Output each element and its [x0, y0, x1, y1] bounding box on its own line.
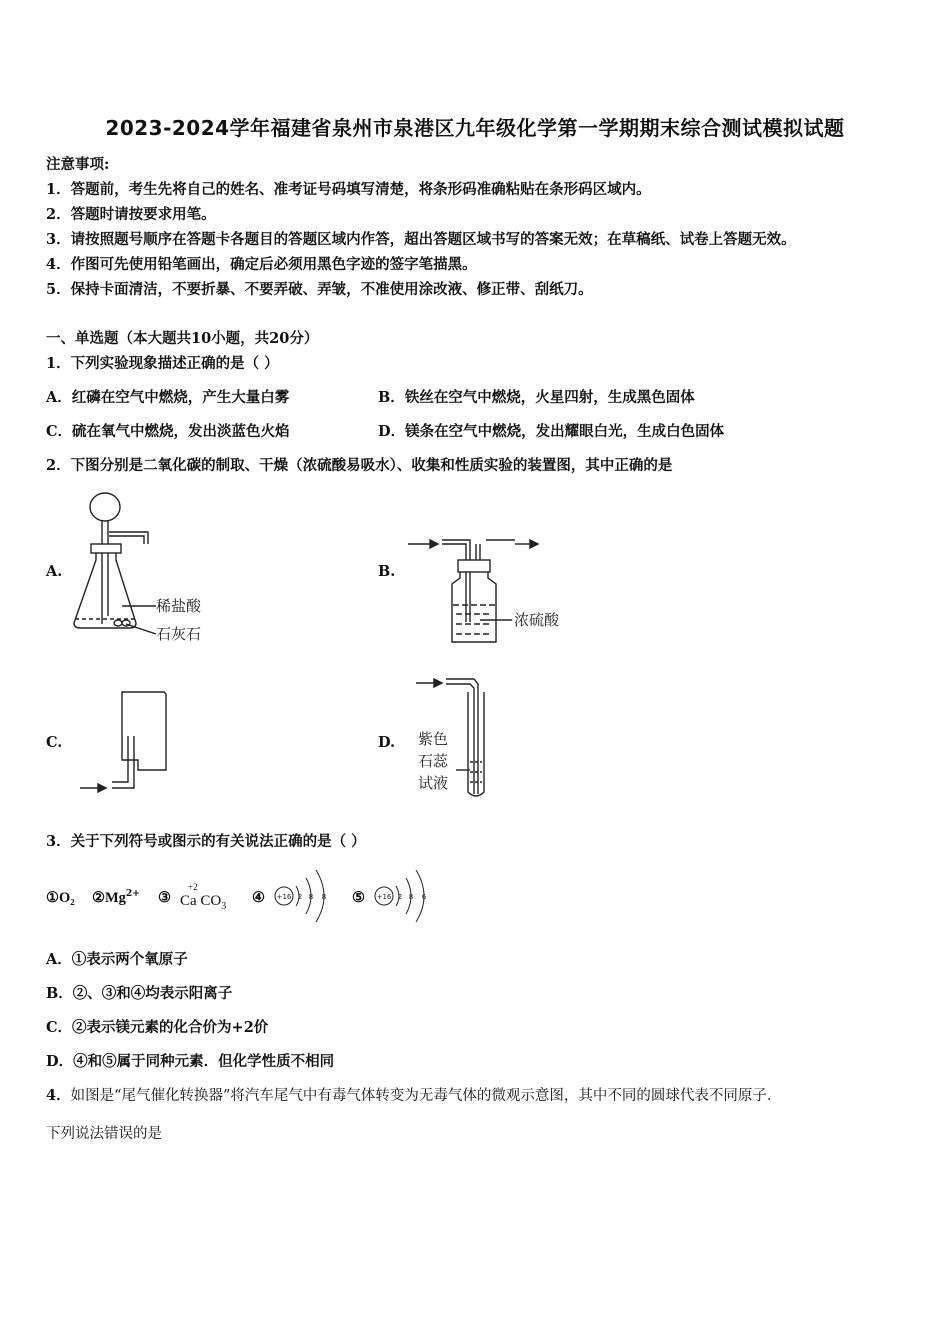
caco3-formula — [180, 892, 226, 916]
q3-symbol-3 — [180, 882, 226, 916]
apparatus-a-diagram — [66, 486, 226, 646]
shell-4-2: 8 — [308, 893, 314, 901]
apparatus-d-diagram — [412, 674, 512, 804]
bottle-stopper — [458, 560, 490, 572]
test-tube — [468, 692, 484, 796]
q1-option-d: D．镁条在空气中燃烧，发出耀眼白光，生成白色固体 — [378, 423, 725, 440]
shell-5-1: 2 — [397, 893, 403, 901]
q4-stem: 如图是“尾气催化转换器”将汽车尾气中有毒气体转变为无毒气体的微观示意图，其中不同的圆球代表不同原子． — [70, 1088, 782, 1104]
q3-option-d: D．④和⑤属于同种元素．但化学性质不相同 — [46, 1053, 335, 1070]
q4-number: 4． — [46, 1087, 71, 1104]
q3-symbol-1-num: ① — [46, 889, 59, 906]
q3-option-c: C．②表示镁元素的化合价为+2价 — [46, 1019, 269, 1036]
atom-structure-4 — [270, 864, 340, 932]
notice-item: 2．答题时请按要求用笔。 — [46, 206, 216, 223]
notice-item: 5．保持卡面清洁，不要折暴、不要弄破、弄皱，不准使用涂改液、修正带、刮纸刀。 — [46, 281, 593, 298]
inlet-tube — [112, 736, 128, 782]
q2-option-c-label: C. — [46, 734, 63, 751]
q3-stem: 3．关于下列符号或图示的有关说法正确的是（ ） — [46, 833, 366, 850]
page-title: 2023-2024学年福建省泉州市泉港区九年级化学第一学期期末综合测试模拟试题 — [105, 116, 845, 140]
q2-option-a-label: A. — [46, 563, 63, 580]
q4-line-2: 下列说法错误的是 — [46, 1126, 162, 1142]
nucleus-5-charge: +16 — [376, 893, 392, 901]
notice-item: 4．作图可先使用铅笔画出，确定后必须用黑色字迹的签字笔描黑。 — [46, 256, 477, 273]
q2-option-b-label: B. — [378, 563, 396, 580]
notice-item: 1．答题前，考生先将自己的姓名、准考证号码填写清楚，将条形码准确粘贴在条形码区域内。 — [46, 181, 651, 198]
mg-ion: Mg — [105, 890, 126, 906]
q3-symbol-5-num: ⑤ — [352, 889, 365, 906]
apparatus-c-diagram — [76, 688, 176, 800]
apparatus-b-diagram — [400, 530, 580, 650]
section-heading: 一、单选题（本大题共10小题，共20分） — [46, 330, 319, 347]
ca-symbol: Ca — [180, 893, 197, 909]
q3-symbol-3-num: ③ — [158, 889, 171, 906]
q3-symbol-4-num: ④ — [252, 889, 265, 906]
flask — [74, 553, 136, 628]
mg-charge: 2+ — [125, 889, 140, 900]
q3-symbol-2-num: ② — [92, 889, 105, 906]
ca-valence: +2 — [188, 882, 198, 892]
nucleus-4-charge: +16 — [276, 893, 292, 901]
co-symbol: CO — [200, 893, 222, 909]
q1-option-c: C．硫在氧气中燃烧，发出淡蓝色火焰 — [46, 423, 290, 440]
q3-option-b: B．②、③和④均表示阳离子 — [46, 985, 233, 1002]
q3-option-a: A．①表示两个氧原子 — [46, 951, 188, 968]
shell-5-2: 8 — [408, 893, 414, 901]
shell-4-3: 8 — [321, 893, 327, 901]
q4-line-1 — [46, 1084, 781, 1105]
q1-stem: 1．下列实验现象描述正确的是（ ） — [46, 355, 279, 372]
label-limestone: 石灰石 — [156, 625, 202, 643]
q1-option-a: A．红磷在空气中燃烧，产生大量白雾 — [46, 389, 290, 406]
co3-subscript: 3 — [221, 901, 227, 912]
label-conc-h2so4: 浓硫酸 — [514, 611, 560, 629]
notice-heading: 注意事项: — [46, 156, 110, 173]
atom-structure-5 — [370, 864, 440, 932]
q1-option-b: B．铁丝在空气中燃烧，火星四射，生成黑色固体 — [378, 389, 695, 406]
label-dilute-hcl: 稀盐酸 — [156, 597, 202, 615]
q2-stem: 2．下图分别是二氧化碳的制取、干燥（浓硫酸易吸水）、收集和性质实验的装置图，其中正确的是 — [46, 457, 673, 474]
q3-symbol-1 — [46, 889, 75, 907]
gas-washing-bottle — [452, 572, 496, 642]
q3-symbol-2 — [92, 889, 140, 907]
shell-5-3: 6 — [421, 893, 427, 901]
label-litmus-2: 石蕊 — [418, 752, 449, 770]
funnel-bulb — [90, 493, 120, 521]
shell-4-1: 2 — [297, 893, 303, 901]
q2-option-d-label: D. — [378, 734, 396, 751]
label-litmus-3: 试液 — [418, 774, 449, 792]
notice-item: 3．请按照题号顺序在答题卡各题目的答题区域内作答，超出答题区域书写的答案无效；在草稿纸、试卷上答题无效。 — [46, 231, 796, 248]
o2-formula: O₂ — [59, 890, 75, 906]
label-litmus-1: 紫色 — [418, 730, 449, 748]
delivery-tube — [109, 536, 144, 544]
stopper — [91, 544, 121, 553]
